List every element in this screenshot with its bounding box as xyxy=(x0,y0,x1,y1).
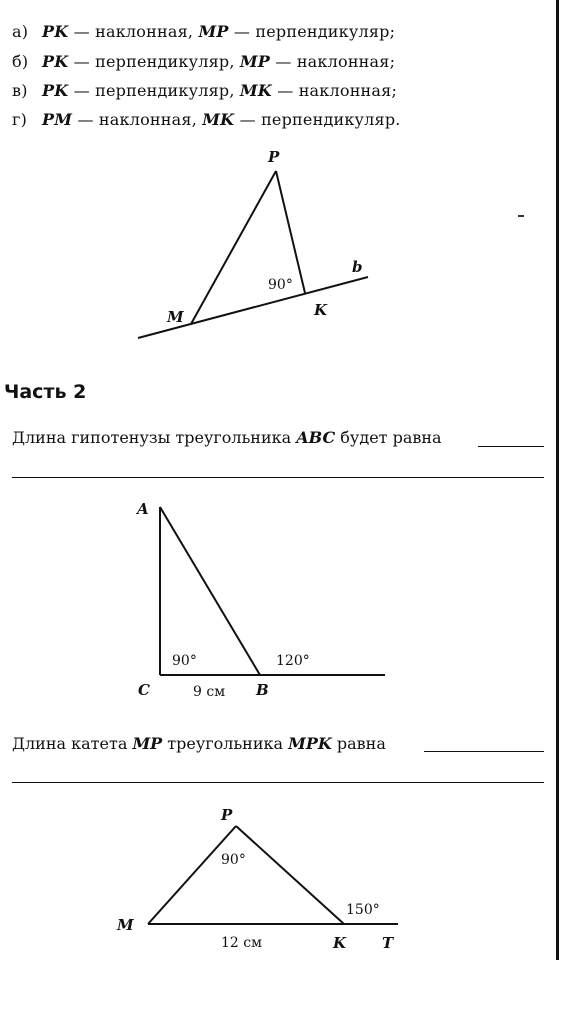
leg-pk xyxy=(236,826,344,924)
segment-name: PK xyxy=(42,81,69,100)
option-text: — наклонная; xyxy=(271,81,398,100)
angle-label: 90° xyxy=(268,277,293,293)
angle-ext-label: 150° xyxy=(346,902,380,918)
segment-name: MK xyxy=(239,81,272,100)
answer-blank[interactable] xyxy=(478,446,544,447)
stray-mark xyxy=(518,215,524,217)
answer-line[interactable] xyxy=(12,782,544,783)
segment-name: PM xyxy=(42,110,73,129)
triangle-name: ABC xyxy=(296,428,336,447)
segment-name: PK xyxy=(42,52,69,71)
figure-3-triangle-mpk xyxy=(0,800,556,960)
point-t-label: T xyxy=(382,934,394,952)
figure-2-triangle-abc xyxy=(0,495,556,715)
point-b-label: B xyxy=(256,681,269,699)
point-p-label: P xyxy=(221,806,233,824)
question-hypotenuse xyxy=(12,428,442,447)
segment-pk xyxy=(276,171,305,293)
option-label: г) xyxy=(12,110,28,129)
option-text: — перпендикуляр, xyxy=(68,52,240,71)
question-text: равна xyxy=(331,734,386,753)
option-g xyxy=(12,110,401,129)
segment-name: MP xyxy=(239,52,271,71)
option-b xyxy=(12,52,395,71)
option-text: — наклонная, xyxy=(68,22,199,41)
option-label: в) xyxy=(12,81,28,100)
segment-name: MP xyxy=(198,22,229,41)
side-mk-label: 12 см xyxy=(221,935,262,951)
hypotenuse-ab xyxy=(160,507,260,675)
option-text: — наклонная, xyxy=(72,110,203,129)
answer-blank[interactable] xyxy=(424,751,544,752)
leg-mp xyxy=(148,826,236,924)
option-label: б) xyxy=(12,52,29,71)
question-text: будет равна xyxy=(335,428,442,447)
option-a xyxy=(12,22,395,41)
point-m-label: M xyxy=(167,308,184,326)
answer-line[interactable] xyxy=(12,477,544,478)
figure-1-perpendicular xyxy=(0,140,556,350)
segment-name: PK xyxy=(42,22,69,41)
point-k-label: K xyxy=(333,934,347,952)
point-c-label: C xyxy=(138,681,150,699)
option-label: а) xyxy=(12,22,29,41)
question-text: Длина гипотенузы треугольника xyxy=(12,428,297,447)
angle-ext-label: 120° xyxy=(276,653,310,669)
option-text: — перпендикуляр. xyxy=(234,110,401,129)
point-m-label: M xyxy=(117,916,134,934)
side-cb-label: 9 см xyxy=(193,684,226,700)
point-p-label: P xyxy=(268,148,280,166)
option-text: — перпендикуляр; xyxy=(228,22,396,41)
option-text: — наклонная; xyxy=(270,52,396,71)
question-leg xyxy=(12,734,386,753)
angle-p-label: 90° xyxy=(221,852,246,868)
option-text: — перпендикуляр, xyxy=(68,81,240,100)
part2-heading: Часть 2 xyxy=(4,381,87,403)
point-k-label: K xyxy=(314,301,328,319)
segment-name: MK xyxy=(202,110,235,129)
page-right-border xyxy=(556,0,559,960)
question-text: треугольника xyxy=(162,734,289,753)
option-v xyxy=(12,81,397,100)
triangle-name: MPK xyxy=(288,734,332,753)
point-a-label: A xyxy=(137,500,149,518)
question-text: Длина катета xyxy=(12,734,133,753)
angle-c-label: 90° xyxy=(172,653,197,669)
segment-pm xyxy=(191,171,276,324)
segment-name: MP xyxy=(132,734,163,753)
line-b-label: b xyxy=(352,258,363,276)
